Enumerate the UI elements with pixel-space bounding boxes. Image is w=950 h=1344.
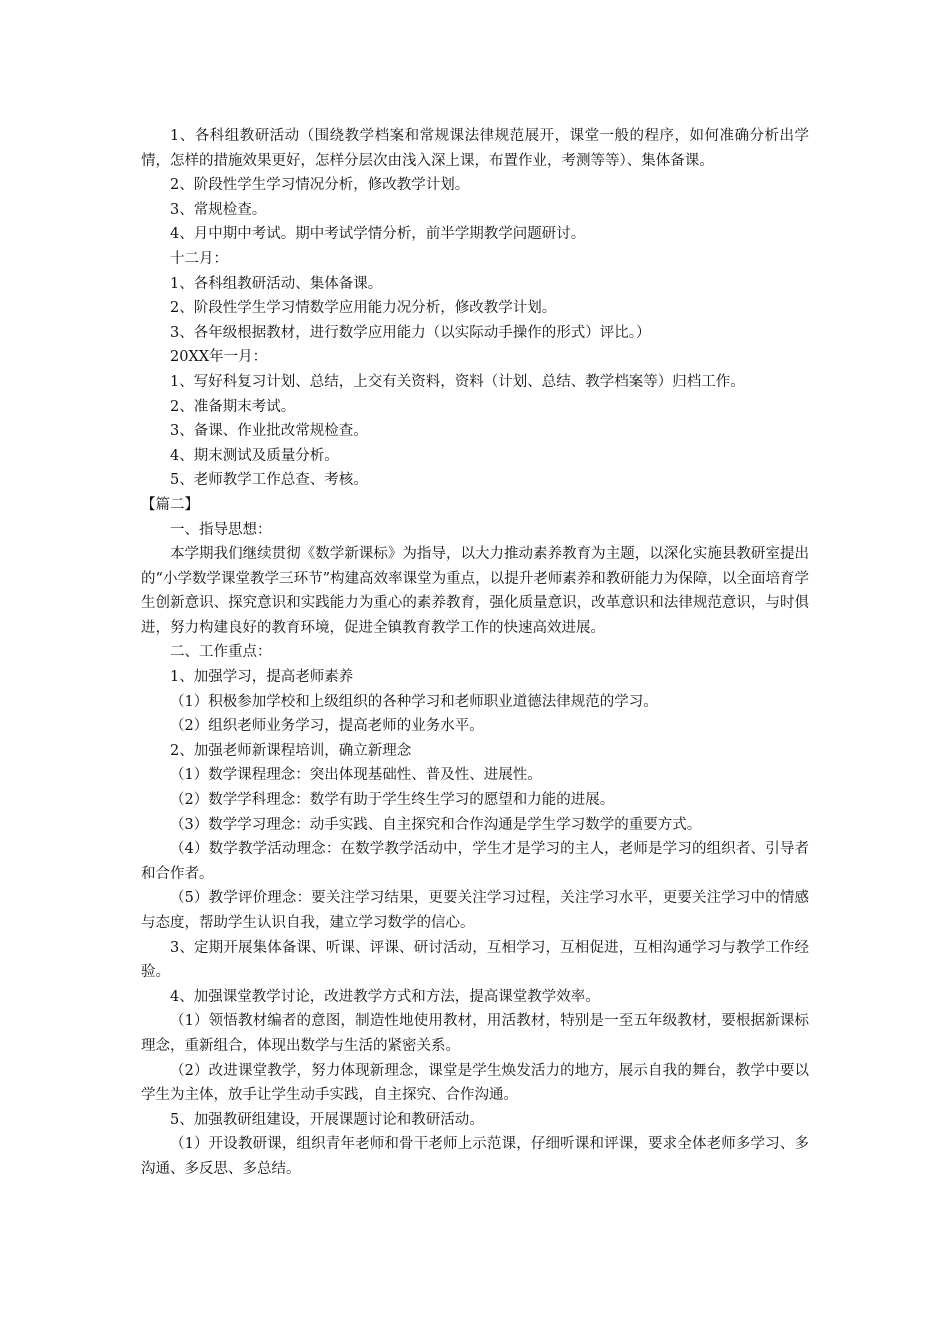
document-paragraph: 2、加强老师新课程培训，确立新理念 xyxy=(170,742,412,759)
document-paragraph: 3、各年级根据教材，进行数学应用能力（以实际动手操作的形式）评比。） xyxy=(170,324,651,341)
document-paragraph: 1、写好科复习计划、总结，上交有关资料，资料（计划、总结、教学档案等）归档工作。 xyxy=(170,373,745,390)
document-paragraph: 1、各科组教研活动（围绕教学档案和常规课法律规范展开，课堂一般的程序，如何准确分析出学情，怎样的措施效果更好，怎样分层次由浅入深上课，布置作业，考测等等）、集体备课。 xyxy=(141,128,809,169)
document-paragraph: 4、加强课堂教学讨论，改进教学方式和方法，提高课堂教学效率。 xyxy=(170,988,600,1005)
document-paragraph: （1）积极参加学校和上级组织的各种学习和老师职业道德法律规范的学习。 xyxy=(170,693,658,710)
document-paragraph: 【篇二】 xyxy=(141,496,199,513)
document-paragraph: （1）领悟教材编者的意图，制造性地使用教材，用活教材，特别是一至五年级教材，要根据新课标理念，重新组合，体现出数学与生活的紧密关系。 xyxy=(141,1013,809,1054)
document-paragraph: （4）数学教学活动理念：在数学教学活动中，学生才是学习的主人，老师是学习的组织者、引导者和合作者。 xyxy=(141,841,809,882)
document-page xyxy=(141,124,809,1182)
document-paragraph: 2、阶段性学生学习情况分析，修改教学计划。 xyxy=(170,177,470,194)
document-paragraph: 2、准备期末考试。 xyxy=(170,398,296,415)
document-paragraph: 5、加强教研组建设，开展课题讨论和教研活动。 xyxy=(170,1111,484,1128)
document-paragraph: （2）数学学科理念：数学有助于学生终生学习的愿望和力能的进展。 xyxy=(170,792,615,809)
document-paragraph: 2、阶段性学生学习情数学应用能力况分析，修改教学计划。 xyxy=(170,300,557,317)
document-paragraph: 1、加强学习，提高老师素养 xyxy=(170,669,354,686)
document-paragraph: 一、指导思想： xyxy=(170,521,272,538)
document-paragraph: （1）数学课程理念：突出体现基础性、普及性、进展性。 xyxy=(170,767,542,784)
document-paragraph: 20XX年一月： xyxy=(170,349,268,366)
document-paragraph: （2）改进课堂教学，努力体现新理念，课堂是学生焕发活力的地方，展示自我的舞台，教学中要以学生为主体，放手让学生动手实践，自主探究、合作沟通。 xyxy=(141,1062,809,1104)
document-paragraph: 1、各科组教研活动、集体备课。 xyxy=(170,275,383,292)
document-paragraph: 3、备课、作业批改常规检查。 xyxy=(170,423,368,440)
document-paragraph: 5、老师教学工作总查、考核。 xyxy=(170,472,368,489)
document-paragraph: 3、常规检查。 xyxy=(170,201,267,218)
document-paragraph: 3、定期开展集体备课、听课、评课、研讨活动，互相学习，互相促进，互相沟通学习与教学工作经验。 xyxy=(141,939,809,981)
document-paragraph: （1）开设教研课，组织青年老师和骨干老师上示范课，仔细听课和评课，要求全体老师多学习、多沟通、多反思、多总结。 xyxy=(141,1136,809,1177)
document-paragraph: 4、月中期中考试。期中考试学情分析，前半学期教学问题研讨。 xyxy=(170,226,586,243)
document-paragraph: 本学期我们继续贯彻《数学新课标》为指导，以大力推动素养教育为主题，以深化实施县教研室提出的“小学数学课堂教学三环节”构建高效率课堂为重点，以提升老师素养和教研能力为保障，以全面培育学生创新意识、探究意识和实践能力为重心的素养教育，强化质量意识，改革意识和法律规范意识，与时俱进，努力构建良好的教育环境，促进全镇教育教学工作的快速高效进展。 xyxy=(141,546,809,636)
document-paragraph: 4、期末测试及质量分析。 xyxy=(170,447,339,464)
document-paragraph: 二、工作重点： xyxy=(170,644,272,661)
document-paragraph: （5）教学评价理念：要关注学习结果，更要关注学习过程，关注学习水平，更要关注学习中的情感与态度，帮助学生认识自我，建立学习数学的信心。 xyxy=(141,890,809,931)
document-paragraph: 十二月： xyxy=(170,250,228,267)
document-paragraph: （2）组织老师业务学习，提高老师的业务水平。 xyxy=(170,718,484,735)
document-paragraph: （3）数学学习理念：动手实践、自主探究和合作沟通是学生学习数学的重要方式。 xyxy=(170,816,702,833)
